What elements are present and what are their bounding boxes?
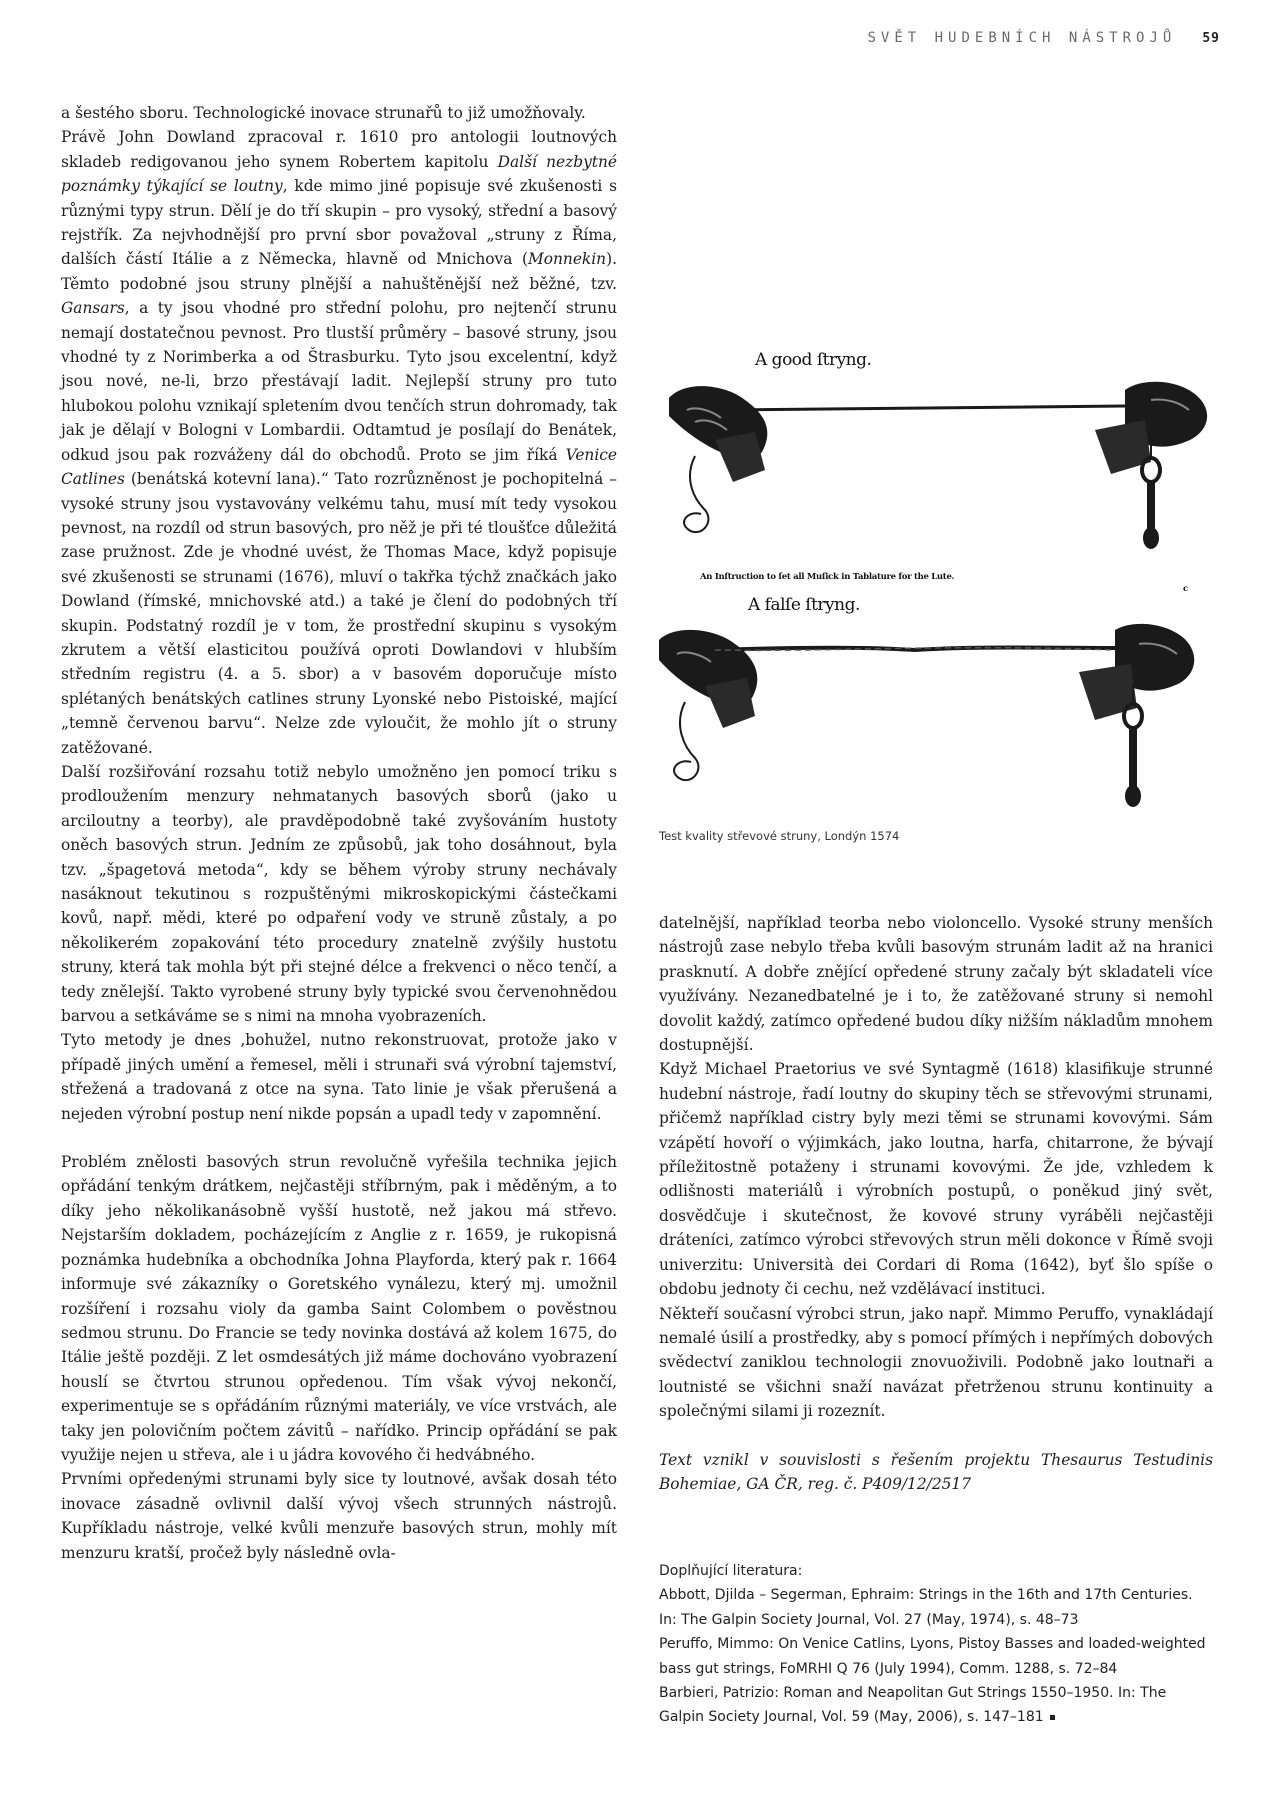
- paragraph: datelnější, například teorba nebo violoncello. Vysoké struny menších nástrojů zase nebylo třeba kvůli basovým strunám ladit až na hranici prasknutí. A dobře znějící opředené struny začaly být skladateli více využívány. Nezanedbatelné je i to, že zatěžované struny si nemohl dovolit každý, zatímco opředené budou díky nižším nákladům mnohem dostupnější.: [659, 914, 1213, 1055]
- project-credit: Text vznikl v souvislosti s řešením projektu Thesaurus Testudinis Bohemiae, GA ČR, reg. č. P409/12/2517: [659, 1450, 1213, 1493]
- gut-string-good: [725, 406, 1125, 410]
- page-number: 59: [1202, 31, 1220, 46]
- foreign-term: Venice Catlines: [61, 445, 617, 489]
- book-title: Další nezbytné poznámky týkající se loutny: [61, 152, 617, 196]
- text-run: ). Těmto podobné jsou struny plnější a nahuštěnější než běžné, tzv.: [61, 250, 617, 293]
- paragraph: a šestého sboru. Technologické inovace strunařů to již umožňovaly.: [61, 104, 586, 122]
- false-string-illustration: [655, 620, 1225, 820]
- woodcut-figure: [655, 350, 1225, 830]
- right-hand-icon: [1095, 382, 1207, 474]
- paragraph: Tyto metody je dnes ‚bohužel, nutno rekonstruovat, protože jako v případě jiných umění a řemesel, měli i strunaři svá výrobní tajemství, střežená a tradovaná z otce na syna. Tato linie je však přerušená a nejeden výrobní postup není nikde popsán a upadl tedy v zapomnění.: [61, 1031, 617, 1123]
- text-run: (benátská kotevní lana).“ Tato rozrůzněnost je pochopitelná – vysoké struny jsou vystavovány velkému tahu, musí mít tedy vysokou pevnost, na rozdíl od strun basových, pro něž je při té tloušťce důležitá zase pružnost. Zde je vhodné uvést, že Thomas Mace, když popisuje své zkušenosti se strunami (1676), mluví o takřka týchž značkách jako Dowland (římské, mnichovské atd.) a také je člení do podobných tří skupin. Podstatný rozdíl je v tom, že prostřední skupinu s vysokým zkrutem a větší elasticitou používá oproti Dowlandovi v hlubším středním registru (4. a 5. sbor) a v basovém doporučuje místo splétaných benátských catlines struny Lyonské nebo Pistoiské, mající „temně červenou barvu“. Nelze zde vyloučit, že mohlo jít o struny zatěžované.: [61, 470, 617, 757]
- reference-text: Barbieri, Patrizio: Roman and Neapolitan Gut Strings 1550–1950. In: The Galpin Society Journal, Vol. 59 (May, 2006), s. 147–181: [659, 1685, 1167, 1726]
- good-string-illustration: [655, 370, 1225, 550]
- figure-title-false-string: A falſe ſtryng.: [748, 595, 860, 615]
- left-hand-icon: [669, 386, 767, 482]
- page-header: [867, 30, 1220, 46]
- figure-imprint: An Inſtruction to ſet all Muſick in Tablature for the Lute.: [700, 572, 955, 582]
- text-run: Právě John Dowland zpracoval r. 1610 pro antologii loutnových skladeb redigovanou jeho synem Robertem kapitolu: [61, 128, 617, 171]
- paragraph-spacer: [61, 1126, 617, 1150]
- left-column: [61, 101, 617, 1565]
- reference-item: [659, 1681, 1213, 1730]
- text-run: , a ty jsou vhodné pro střední polohu, pro nejtenčí strunu nemají dostatečnou pevnost. Pro tlustší průměry – basové struny, jsou vhodné ty z Norimberka a od Štrasburku. Tyto jsou excelentní, když jsou nové, ne-li, brzo přestávají ladit. Nejlepší struny pro tuto hlubokou polohu vznikají spletením dvou tenčích strun dohromady, tak jak je dělají v Bologni v Lombardii. Odtamtud je posílají do Benátek, odkud jsou pak rozváženy dál do obchodů. Proto se jim říká: [61, 299, 617, 464]
- end-of-article-mark: [1050, 1715, 1055, 1720]
- reference-item: Abbott, Djilda – Segerman, Ephraim: Strings in the 16th and 17th Centuries. In: The Galpin Society Journal, Vol. 27 (May, 1974), s. 48–73: [659, 1587, 1193, 1628]
- paragraph: Prvními opředenými strunami byly sice ty loutnové, avšak dosah této inovace zásadně ovlivnil další vývoj všech strunných nástrojů. Kupříkladu nástroje, velké kvůli menzuře basových strun, mohly mít menzuru kratší, pročež byly následně ovla-: [61, 1470, 617, 1562]
- figure-caption: Test kvality střevové struny, Londýn 1574: [659, 829, 900, 843]
- left-hand-icon: [659, 630, 757, 728]
- paragraph: Další rozšiřování rozsahu totiž nebylo umožněno jen pomocí triku s prodloužením menzury nehmatanych basových sborů (jako u arciloutny a teorby), ale pravděpodobně také zvyšováním hustoty oněch basových strun. Jedním ze způsobů, jak toho dosáhnout, byla tzv. „špagetová metoda“, kdy se během výroby struny nechávaly nasáknout tekutinou s rozpuštěnými mikroskopickými částečkami kovů, např. mědi, které po odpaření vody ve struně zůstaly, a po několikerém zopakování této procedury znatelně zvýšily hustotu struny, která tak mohla být při stejné délce a frekvenci o něco tenčí, a tedy znělejší. Takto vyrobené struny byly typické svou červenohnědou barvou a setkáváme se s nimi na mnoha vyobrazeních.: [61, 762, 617, 1026]
- reference-item: Peruffo, Mimmo: On Venice Catlins, Lyons, Pistoy Basses and loaded-weighted bass gut strings, FoMRHI Q 76 (July 1994), Comm. 1288, s. 72–84: [659, 1636, 1206, 1677]
- right-column: [659, 911, 1213, 1496]
- text-run: , kde mimo jiné popisuje své zkušenosti s různými typy strun. Dělí je do tří skupin – pro vysoký, střední a basový rejstřík. Za nejvhodnější pro první sbor považoval „struny z Říma, dalších částí Itálie a z Německa, hlavně od Mnichova (: [61, 177, 617, 269]
- paragraph: Když Michael Praetorius ve své Syntagmě (1618) klasifikuje strunné hudební nástroje, řadí loutny do skupiny těch se střevovými strunami, přičemž například cistry byly mezi těmi se strunami kovovými. Sám vzápětí hovoří o výjimkách, jako loutna, harfa, chitarrone, že bývají příležitostně potaženy i strunami kovovými. Že jde, vzhledem k odlišnosti materiálů i výrobních postupů, o poněkud jiný svět, dosvědčuje i skutečnost, že kovové struny vyráběli nejčastěji dráteníci, zatímco výrobci střevových strun měli dokonce v Římě svoji univerzitu: Università dei Cordari di Roma (1642), byť šlo spíše o obdobu jednoty či cechu, než vzdělávací instituci.: [659, 1060, 1213, 1299]
- foreign-term: Monnekin: [527, 250, 607, 269]
- loose-string-end: [674, 702, 698, 780]
- paragraph: [61, 125, 617, 760]
- foreign-term: Gansars: [61, 299, 125, 318]
- paragraph: Někteří současní výrobci strun, jako např. Mimmo Peruffo, vynakládají nemalé úsilí a prostředky, aby s pomocí přímých i nepřímých dobových svědectví zaniklou technologii znovuoživili. Podobně jako loutnaři a loutnisté se všichni snaží navázat přetrženou strunu kontinuity a společnými silami ji rozeznít.: [659, 1304, 1213, 1421]
- further-reading: [659, 1559, 1213, 1730]
- running-title: SVĚT HUDEBNÍCH NÁSTROJŮ: [867, 30, 1177, 46]
- signature-mark: c: [1183, 584, 1188, 594]
- further-reading-heading: Doplňující literatura:: [659, 1563, 803, 1579]
- paragraph: Problém znělosti basových strun revolučně vyřešila technika jejich opřádání tenkým drátkem, nejčastěji stříbrným, pak i měděným, a to díky jeho několikanásobně vyšší hustotě, než jakou má střevo. Nejstarším dokladem, pocházejícím z Anglie z r. 1659, je rukopisná poznámka hudebníka a obchodníka Johna Playforda, který pak r. 1664 informuje své zákazníky o Goretského vynálezu, který mj. umožnil rozšíření i rozsahu violy da gamba Saint Colombem o pověstnou sedmou strunu. Do Francie se tedy novinka dostává až kolem 1675, do Itálie ještě později. Z let osmdesátých již máme dochováno vyobrazení houslí se čtvrtou strunou opředenou. Tím však vývoj nekončí, experimentuje se s opřádáním různými materiály, ve více vrstvách, ale taky jen polovičním počtem závitů – nařídko. Princip opřádání se pak využije nejen u střeva, ale i u jádra kovového či hedvábného.: [61, 1153, 617, 1464]
- loose-string-end: [684, 456, 708, 532]
- figure-title-good-string: A good ſtryng.: [755, 350, 872, 370]
